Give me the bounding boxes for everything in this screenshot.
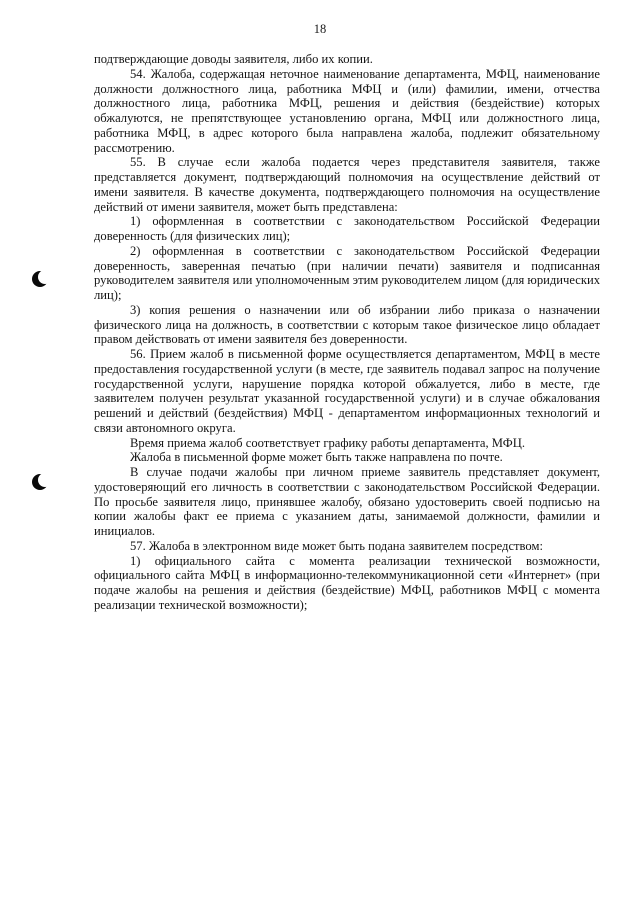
paragraph-57: 57. Жалоба в электронном виде может быть подана заявителем посредством:: [130, 538, 543, 553]
paragraph-56-in-person: В случае подачи жалобы при личном приеме заявитель представляет документ, удостоверяющий его личность в соответствии с законодательством Российской Федерации. По просьбе заявителя лицо, принявшее жалобу, обязано удостоверить своей подписью на копии жалобы факт ее приема с указанием даты, занимаемой должности, фамилии и инициалов.: [94, 465, 600, 538]
paragraph-56-reception-time: Время приема жалоб соответствует графику работы департамента, МФЦ.: [130, 435, 525, 450]
paragraph-55-item-1: 1) оформленная в соответствии с законодательством Российской Федерации доверенность (для физических лиц);: [94, 214, 600, 243]
paragraph-56-by-mail: Жалоба в письменной форме может быть также направлена по почте.: [130, 450, 503, 465]
paragraph-55-item-2: 2) оформленная в соответствии с законодательством Российской Федерации доверенность, заверенная печатью (при наличии печати) заявителя и подписанная руководителем заявителя или уполномоченным этим руководителем лицом (для юридических лиц);: [94, 243, 601, 302]
punch-hole-mark-upper: [32, 271, 48, 287]
document-body: [94, 52, 600, 613]
paragraph-55: 55. В случае если жалоба подается через представителя заявителя, также представляется документ, подтверждающий полномочия на осуществление действий от имени заявителя. В качестве документа, подтверждающего полномочия на осуществление действий от имени заявителя, может быть представлена:: [94, 155, 600, 214]
punch-hole-mark-lower: [32, 474, 48, 490]
page-number: 18: [313, 22, 327, 36]
paragraph-continuation: подтверждающие доводы заявителя, либо их копии.: [94, 52, 373, 66]
paragraph-55-item-3: 3) копия решения о назначении или об избрании либо приказа о назначении физического лица на должность, в соответствии с которым такое физическое лицо обладает правом действовать от имени заявителя без доверенности.: [94, 302, 600, 347]
paragraph-56: 56. Прием жалоб в письменной форме осуществляется департаментом, МФЦ в месте предоставления государственной услуги (в месте, где заявитель подавал запрос на получение государственной услуги, нарушение порядка которой обжалуется, либо в месте, где заявителем получен результат указанной государственной услуги) и в случае обжалования решений и действий (бездействия) МФЦ - департаментом информационных технологий и связи автономного округа.: [94, 347, 600, 435]
paragraph-57-item-1: 1) официального сайта с момента реализации технической возможности, официального сайта МФЦ в информационно-телекоммуникационной сети «Интернет» (при подаче жалобы на решения и действия (бездействие) МФЦ, работников МФЦ с момента реализации технической возможности);: [94, 553, 600, 612]
paragraph-54: 54. Жалоба, содержащая неточное наименование департамента, МФЦ, наименование должности должностного лица, работника МФЦ и (или) фамилии, имени, отчества должностного лица, работника МФЦ, решения и действия (бездействие) которых обжалуются, не препятствующее установлению органа, МФЦ или должностного лица, работника МФЦ, в адрес которого была направлена жалоба, подлежит обязательному рассмотрению.: [94, 66, 600, 155]
